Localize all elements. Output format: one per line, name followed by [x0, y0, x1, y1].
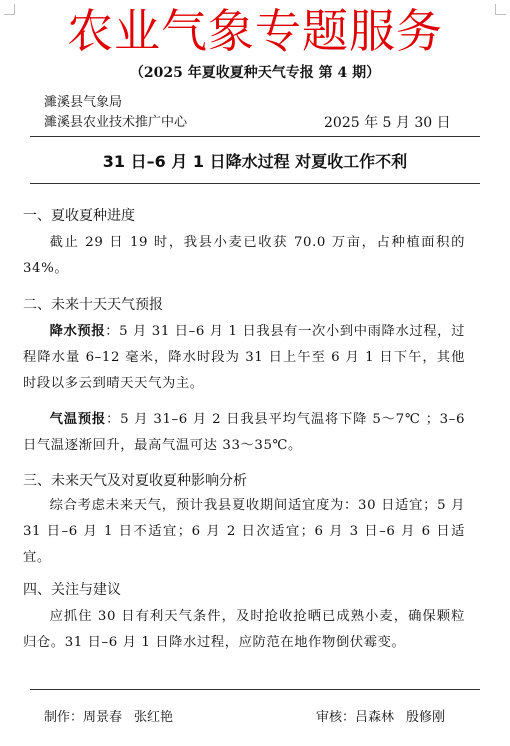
section-paragraph	[23, 604, 465, 656]
footer-divider	[30, 689, 480, 690]
review-label: 审核：	[316, 710, 356, 725]
headline-divider	[30, 183, 480, 184]
bulletin-title: 农业气象专题服务	[67, 4, 443, 58]
section-paragraph	[23, 230, 465, 282]
bulletin-headline: 31 日–6 月 1 日降水过程 对夏收工作不利	[102, 152, 408, 171]
header-divider	[30, 136, 480, 137]
section-heading-progress: 一、夏收夏种进度	[23, 208, 135, 224]
review-name-1: 吕森林	[355, 710, 395, 725]
made-by-name-1: 周景春	[83, 710, 123, 725]
issuer-agri-center: 濉溪县农业技术推广中心	[44, 115, 188, 130]
paragraph-text: 截止 29 日 19 时，我县小麦已收获 70.0 万亩，占种植面积的 34%。	[23, 235, 465, 276]
section-heading-impact: 三、未来天气及对夏收夏种影响分析	[23, 473, 247, 489]
issue-date: 2025 年 5 月 30 日	[324, 115, 451, 131]
section-paragraph	[23, 493, 465, 570]
issuer-weather-bureau: 濉溪县气象局	[44, 95, 123, 110]
paragraph-lead: 降水预报	[49, 324, 106, 339]
section-heading-advice: 四、关注与建议	[23, 582, 121, 598]
footer-reviewed-by	[316, 709, 445, 727]
paragraph-text: 综合考虑未来天气，预计我县夏收期间适宜度为：30 日适宜；5 月 31 日–6 月 1 日不适宜；6 月 2 日次适宜；6 月 3 日–6 月 6 日适宜。	[23, 498, 465, 565]
footer-made-by	[44, 709, 173, 727]
review-name-2: 殷修刚	[406, 710, 446, 725]
section-paragraph	[23, 407, 465, 459]
section-paragraph	[23, 319, 465, 396]
made-by-name-2: 张红艳	[134, 710, 174, 725]
section-heading-forecast: 二、未来十天天气预报	[23, 297, 163, 313]
issue-subtitle: （2025 年夏收夏种天气专报 第 4 期）	[129, 65, 381, 81]
paragraph-lead: 气温预报	[49, 412, 107, 427]
paragraph-text: ：5 月 31 日–6 月 1 日我县有一次小到中雨降水过程，过程降水量 6–12 毫米，降水时段为 31 日上午至 6 月 1 日下午，其他时段以多云到晴天天气为主。	[23, 324, 465, 391]
paragraph-text: 应抓住 30 日有利天气条件，及时抢收抢晒已成熟小麦，确保颗粒归仓。31 日–6 月 1 日降水过程，应防范在地作物倒伏霉变。	[23, 609, 465, 650]
paragraph-text: ：5 月 31–6 月 2 日我县平均气温将下降 5～7℃ ；3–6 日气温逐渐回升，最高气温可达 33～35℃。	[23, 412, 466, 453]
made-by-label: 制作：	[44, 710, 84, 725]
